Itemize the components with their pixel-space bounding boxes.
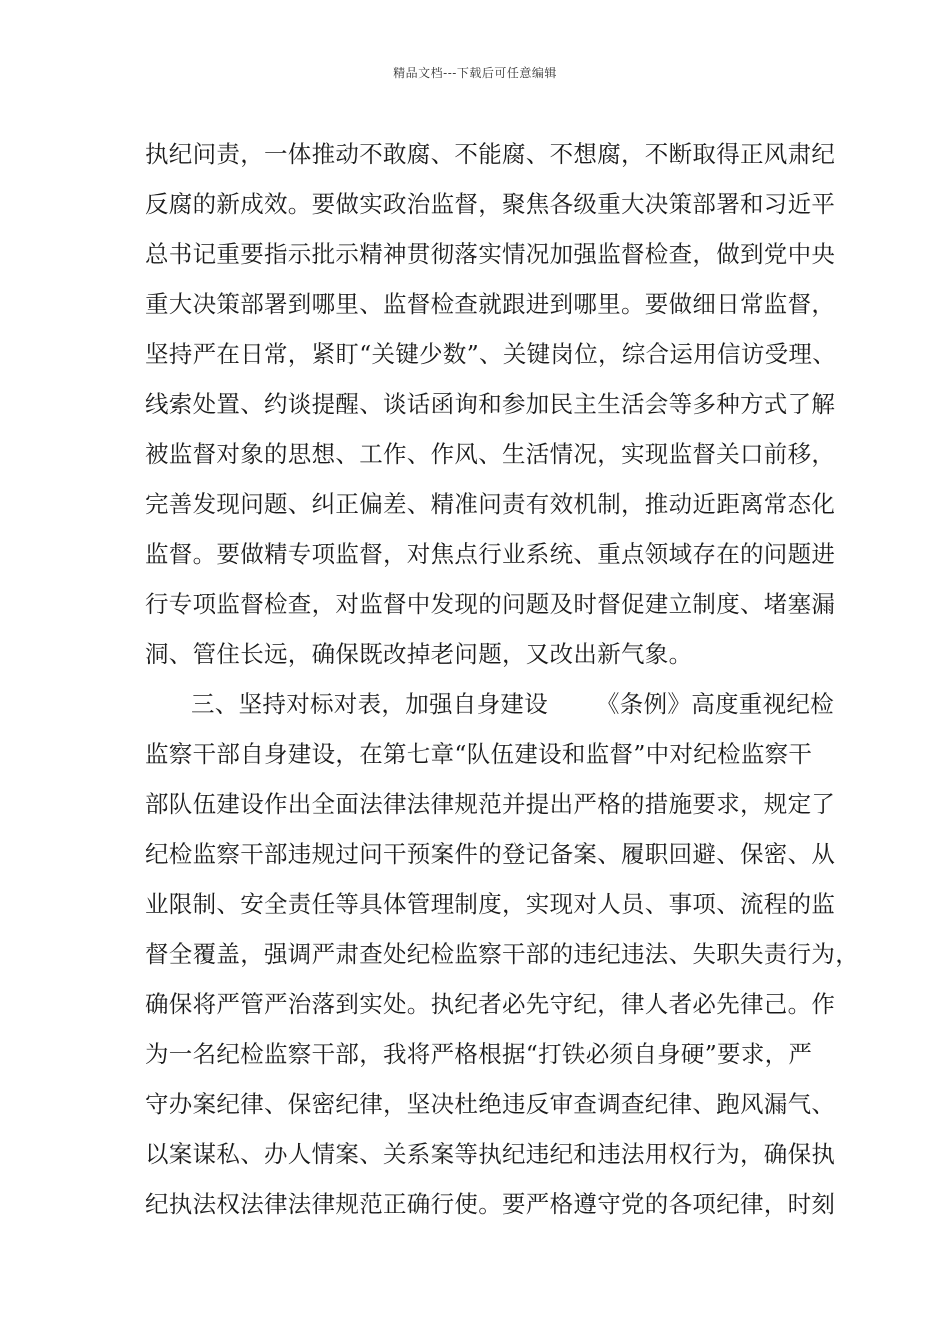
text-line: 业限制、安全责任等具体管理制度，实现对人员、事项、流程的监 <box>145 890 836 918</box>
text-line: 完善发现问题、纠正偏差、精准问责有效机制，推动近距离常态化 <box>145 490 836 518</box>
text-line: 行专项监督检查，对监督中发现的问题及时督促建立制度、堵塞漏 <box>145 590 836 618</box>
page-header: 精品文档---下载后可任意编辑 <box>393 66 557 80</box>
text-line: 督全覆盖，强调严肃查处纪检监察干部的违纪违法、失职失责行为， <box>145 940 859 968</box>
section-heading: 三、坚持对标对表，加强自身建设 <box>191 690 548 718</box>
text-line: 反腐的新成效。要做实政治监督，聚焦各级重大决策部署和习近平 <box>145 190 836 218</box>
text-line: 为一名纪检监察干部，我将严格根据“打铁必须自身硬”要求，严 <box>145 1040 813 1068</box>
text-line: 总书记重要指示批示精神贯彻落实情况加强监督检查，做到党中央 <box>145 240 836 268</box>
text-line: 被监督对象的思想、工作、作风、生活情况，实现监督关口前移， <box>145 440 836 468</box>
text-line: 守办案纪律、保密纪律，坚决杜绝违反审查调查纪律、跑风漏气、 <box>145 1090 836 1118</box>
body-text <box>145 129 859 1229</box>
text-line: 洞、管住长远，确保既改掉老问题，又改出新气象。 <box>145 640 693 668</box>
text-line: 纪检监察干部违规过问干预案件的登记备案、履职回避、保密、从 <box>145 840 836 868</box>
text-line: 执纪问责，一体推动不敢腐、不能腐、不想腐，不断取得正风肃纪 <box>145 140 836 168</box>
text-line: 纪执法权法律法律规范正确行使。要严格遵守党的各项纪律，时刻 <box>145 1190 836 1218</box>
text-line: 线索处置、约谈提醒、谈话函询和参加民主生活会等多种方式了解 <box>145 390 836 418</box>
text-line: 监督。要做精专项监督，对焦点行业系统、重点领域存在的问题进 <box>145 540 836 568</box>
text-line: 以案谋私、办人情案、关系案等执纪违纪和违法用权行为，确保执 <box>145 1140 836 1168</box>
section-heading-line <box>145 679 834 729</box>
text-line: 坚持严在日常，紧盯“关键少数”、关键岗位，综合运用信访受理、 <box>145 340 837 368</box>
text-line: 重大决策部署到哪里、监督检查就跟进到哪里。要做细日常监督， <box>145 290 836 318</box>
text-line: 确保将严管严治落到实处。执纪者必先守纪，律人者必先律己。作 <box>145 990 836 1018</box>
text-line: 部队伍建设作出全面法律法律规范并提出严格的措施要求，规定了 <box>145 790 836 818</box>
section-heading-tail: 《条例》高度重视纪检 <box>596 690 834 718</box>
text-line: 监察干部自身建设，在第七章“队伍建设和监督”中对纪检监察干 <box>145 740 813 768</box>
